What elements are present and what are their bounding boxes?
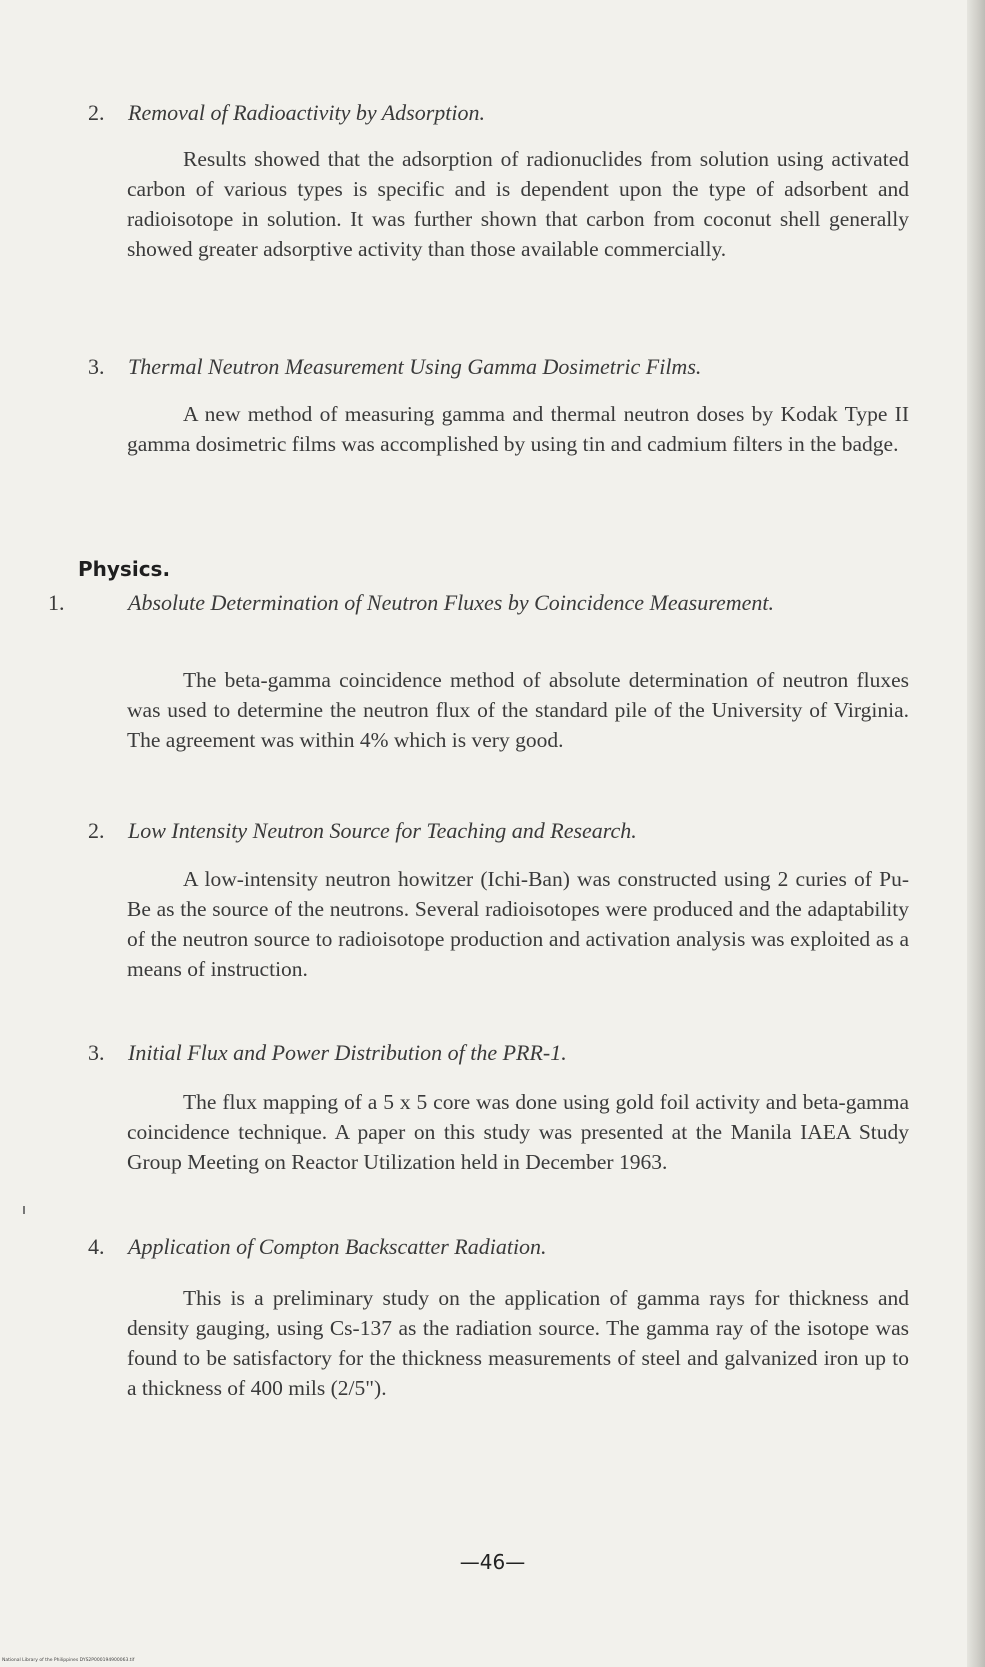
item-title: Thermal Neutron Measurement Using Gamma Dosimetric Films.: [128, 354, 702, 379]
item-number: 2.: [88, 100, 105, 125]
item-body-initial-flux-and-power: The flux mapping of a 5 x 5 core was done using gold foil activity and beta-gamma coincidence technique. A paper on this study was presented at the Manila IAEA Study Group Meeting on Reactor Utilization held in December 1963.: [127, 1090, 909, 1174]
section-heading-physics: Physics.: [78, 557, 171, 581]
item-body-absolute-determination: The beta-gamma coincidence method of absolute determination of neutron fluxes was used to determine the neutron flux of the standard pile of the University of Virginia. The agreement was within 4% which is very good.: [127, 668, 909, 752]
item-title: Initial Flux and Power Distribution of the PRR-1.: [128, 1040, 567, 1065]
item-heading-removal-of-radioactivity: [88, 98, 908, 128]
item-body-compton-backscatter: This is a preliminary study on the application of gamma rays for thickness and density gauging, using Cs-137 as the radiation source. The gamma ray of the isotope was found to be satisfactory for the thickness measurements of steel and galvanized iron up to a thickness of 400 mils (2/5").: [127, 1286, 909, 1400]
item-body-thermal-neutron-measurement: A new method of measuring gamma and thermal neutron doses by Kodak Type II gamma dosimetric films was accomplished by using tin and cadmium filters in the badge.: [127, 402, 909, 456]
item-number: 2.: [88, 818, 105, 843]
item-number: 3.: [88, 1040, 105, 1065]
item-number: 1.: [48, 590, 65, 615]
item-title: Application of Compton Backscatter Radiation.: [128, 1234, 547, 1259]
item-number: 3.: [88, 354, 105, 379]
item-number: 4.: [88, 1234, 105, 1259]
item-heading-low-intensity-neutron-source: [88, 816, 908, 846]
item-title: Removal of Radioactivity by Adsorption.: [128, 100, 486, 125]
item-title: Low Intensity Neutron Source for Teaching and Research.: [128, 818, 637, 843]
scan-credit: National Library of the Philippines DYS2P000194900063.tif: [2, 1658, 135, 1663]
item-body-low-intensity-neutron-source: A low-intensity neutron howitzer (Ichi-Ban) was constructed using 2 curies of Pu-Be as the source of the neutrons. Several radioisotopes were produced and the adaptability of the neutron source to radioisotope production and activation analysis was exploited as a means of instruction.: [127, 867, 909, 981]
item-heading-initial-flux-and-power: [88, 1038, 908, 1068]
item-heading-compton-backscatter: [88, 1232, 908, 1262]
item-heading-thermal-neutron-measurement: [88, 352, 908, 382]
scan-speck: [23, 1206, 25, 1214]
item-title: Absolute Determination of Neutron Fluxes by Coincidence Measurement.: [128, 590, 775, 615]
item-body-removal-of-radioactivity: Results showed that the adsorption of radionuclides from solution using activated carbon of various types is specific and is dependent upon the type of adsorbent and radioisotope in solution. It was further shown that carbon from coconut shell generally showed greater adsorptive activity than those available commercially.: [127, 147, 909, 261]
page-number: —46—: [459, 1550, 526, 1574]
page-edge-shadow: [967, 0, 985, 1667]
item-heading-absolute-determination: [48, 588, 908, 618]
